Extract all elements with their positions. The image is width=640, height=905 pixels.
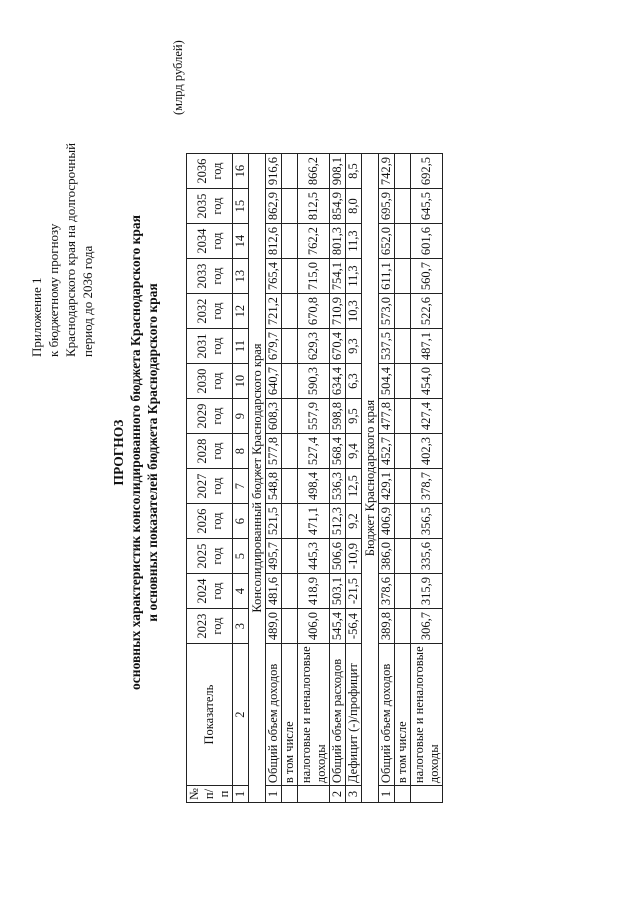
cell-value: 536,3: [330, 469, 346, 504]
column-number: 6: [233, 504, 249, 539]
column-number-row: [233, 154, 249, 803]
cell-value: 916,6: [266, 154, 282, 189]
cell-value: 590,3: [298, 364, 330, 399]
cell-value: 598,8: [330, 399, 346, 434]
cell-value: 692,5: [411, 154, 443, 189]
column-number: 16: [233, 154, 249, 189]
appendix-line: Краснодарского края на долгосрочный: [63, 142, 78, 357]
row-num: 1: [379, 786, 395, 803]
cell-value: [282, 504, 298, 539]
cell-value: [282, 154, 298, 189]
cell-value: 402,3: [411, 434, 443, 469]
cell-value: 545,4: [330, 609, 346, 644]
cell-value: 862,9: [266, 189, 282, 224]
cell-value: [282, 399, 298, 434]
cell-value: 521,5: [266, 504, 282, 539]
cell-value: 812,5: [298, 189, 330, 224]
cell-value: 754,1: [330, 259, 346, 294]
cell-value: [395, 364, 411, 399]
appendix-line: период до 2036 года: [80, 245, 95, 357]
cell-value: 9,4: [346, 434, 362, 469]
cell-value: 6,3: [346, 364, 362, 399]
section-row: [249, 154, 266, 803]
cell-value: 406,9: [379, 504, 395, 539]
column-number: 2: [233, 644, 249, 786]
cell-value: [395, 259, 411, 294]
column-number: 15: [233, 189, 249, 224]
header-year: 2023 год: [187, 609, 233, 644]
cell-value: 11,3: [346, 259, 362, 294]
section-title: Консолидированный бюджет Краснодарского края: [249, 154, 266, 803]
header-row: [187, 154, 233, 803]
cell-value: [282, 294, 298, 329]
header-year: 2025 год: [187, 539, 233, 574]
cell-value: 378,6: [379, 574, 395, 609]
cell-value: 812,6: [266, 224, 282, 259]
column-number: 13: [233, 259, 249, 294]
cell-value: 537,5: [379, 329, 395, 364]
cell-value: 356,5: [411, 504, 443, 539]
header-indicator: Показатель: [187, 644, 233, 786]
title-line-3: и основных показателей бюджета Краснодарского края: [145, 283, 160, 622]
column-number: 7: [233, 469, 249, 504]
cell-value: 389,8: [379, 609, 395, 644]
cell-value: [395, 294, 411, 329]
column-number: 12: [233, 294, 249, 329]
cell-value: 762,2: [298, 224, 330, 259]
cell-value: 9,3: [346, 329, 362, 364]
cell-value: [282, 434, 298, 469]
cell-value: 695,9: [379, 189, 395, 224]
cell-value: 670,4: [330, 329, 346, 364]
forecast-table: [186, 153, 443, 803]
column-number: 10: [233, 364, 249, 399]
cell-value: 742,9: [379, 154, 395, 189]
cell-value: 629,3: [298, 329, 330, 364]
cell-value: 489,0: [266, 609, 282, 644]
cell-value: -21,5: [346, 574, 362, 609]
section-title: Бюджет Краснодарского края: [362, 154, 379, 803]
cell-value: 471,1: [298, 504, 330, 539]
column-number: 14: [233, 224, 249, 259]
row-num: [298, 786, 330, 803]
row-label: в том числе: [282, 644, 298, 786]
cell-value: 652,0: [379, 224, 395, 259]
cell-value: 640,7: [266, 364, 282, 399]
cell-value: 721,2: [266, 294, 282, 329]
cell-value: 9,5: [346, 399, 362, 434]
cell-value: 548,8: [266, 469, 282, 504]
cell-value: 11,3: [346, 224, 362, 259]
table-row: [411, 154, 443, 803]
cell-value: 386,0: [379, 539, 395, 574]
appendix-line: Приложение 1: [29, 277, 44, 357]
column-number: 5: [233, 539, 249, 574]
column-number: 3: [233, 609, 249, 644]
cell-value: 577,8: [266, 434, 282, 469]
appendix-line: к бюджетному прогнозу: [46, 223, 61, 357]
cell-value: 378,7: [411, 469, 443, 504]
cell-value: [395, 189, 411, 224]
cell-value: [282, 539, 298, 574]
cell-value: 477,8: [379, 399, 395, 434]
section-row: [362, 154, 379, 803]
cell-value: [282, 609, 298, 644]
cell-value: 12,5: [346, 469, 362, 504]
cell-value: 452,7: [379, 434, 395, 469]
header-year: 2033 год: [187, 259, 233, 294]
cell-value: [395, 539, 411, 574]
cell-value: 10,3: [346, 294, 362, 329]
row-num: 2: [330, 786, 346, 803]
cell-value: 406,0: [298, 609, 330, 644]
cell-value: -10,9: [346, 539, 362, 574]
row-label: Дефицит (-)/профицит: [346, 644, 362, 786]
cell-value: [282, 364, 298, 399]
header-year: 2034 год: [187, 224, 233, 259]
cell-value: 495,7: [266, 539, 282, 574]
cell-value: 429,1: [379, 469, 395, 504]
cell-value: 503,1: [330, 574, 346, 609]
column-number: 1: [233, 786, 249, 803]
cell-value: 504,4: [379, 364, 395, 399]
cell-value: 487,1: [411, 329, 443, 364]
table-row: [282, 154, 298, 803]
cell-value: 498,4: [298, 469, 330, 504]
row-label: Общий объем доходов: [266, 644, 282, 786]
cell-value: 908,1: [330, 154, 346, 189]
cell-value: 454,0: [411, 364, 443, 399]
cell-value: [395, 154, 411, 189]
title-line-2: основных характеристик консолидированного бюджета Краснодарского края: [128, 215, 143, 690]
cell-value: 710,9: [330, 294, 346, 329]
cell-value: 512,3: [330, 504, 346, 539]
cell-value: 427,4: [411, 399, 443, 434]
cell-value: [282, 574, 298, 609]
cell-value: 527,4: [298, 434, 330, 469]
cell-value: 611,1: [379, 259, 395, 294]
cell-value: 8,0: [346, 189, 362, 224]
table-row: [379, 154, 395, 803]
cell-value: 506,6: [330, 539, 346, 574]
cell-value: 608,3: [266, 399, 282, 434]
header-year: 2035 год: [187, 189, 233, 224]
table-row: [395, 154, 411, 803]
cell-value: [282, 189, 298, 224]
cell-value: [282, 259, 298, 294]
column-number: 8: [233, 434, 249, 469]
header-year: 2031 год: [187, 329, 233, 364]
cell-value: 560,7: [411, 259, 443, 294]
header-year: 2030 год: [187, 364, 233, 399]
cell-value: 557,9: [298, 399, 330, 434]
cell-value: [395, 574, 411, 609]
cell-value: 801,3: [330, 224, 346, 259]
row-label: Общий объем доходов: [379, 644, 395, 786]
header-year: 2036 год: [187, 154, 233, 189]
row-label: Общий объем расходов: [330, 644, 346, 786]
cell-value: 679,7: [266, 329, 282, 364]
cell-value: 854,9: [330, 189, 346, 224]
table-body: [249, 154, 443, 803]
title-line-1: ПРОГНОЗ: [111, 419, 126, 486]
row-label: налоговые и неналоговые доходы: [411, 644, 443, 786]
cell-value: 445,3: [298, 539, 330, 574]
cell-value: [395, 224, 411, 259]
cell-value: [395, 399, 411, 434]
cell-value: [395, 434, 411, 469]
cell-value: [395, 329, 411, 364]
table-header: [187, 154, 249, 803]
appendix-note: [28, 143, 96, 357]
cell-value: 866,2: [298, 154, 330, 189]
header-year: 2027 год: [187, 469, 233, 504]
cell-value: [395, 469, 411, 504]
units-label: (млрд рублей): [171, 40, 185, 115]
cell-value: 634,4: [330, 364, 346, 399]
cell-value: [395, 609, 411, 644]
column-number: 11: [233, 329, 249, 364]
cell-value: 601,6: [411, 224, 443, 259]
header-year: 2026 год: [187, 504, 233, 539]
header-num: № п/п: [187, 786, 233, 803]
cell-value: [282, 224, 298, 259]
cell-value: 670,8: [298, 294, 330, 329]
cell-value: 306,7: [411, 609, 443, 644]
cell-value: 765,4: [266, 259, 282, 294]
row-num: [411, 786, 443, 803]
table-row: [298, 154, 330, 803]
row-num: 1: [266, 786, 282, 803]
column-number: 4: [233, 574, 249, 609]
header-year: 2024 год: [187, 574, 233, 609]
cell-value: 9,2: [346, 504, 362, 539]
cell-value: 335,6: [411, 539, 443, 574]
row-num: [395, 786, 411, 803]
cell-value: 8,5: [346, 154, 362, 189]
cell-value: [282, 329, 298, 364]
cell-value: 481,6: [266, 574, 282, 609]
row-num: [282, 786, 298, 803]
table-row: [330, 154, 346, 803]
header-year: 2029 год: [187, 399, 233, 434]
row-num: 3: [346, 786, 362, 803]
cell-value: 573,0: [379, 294, 395, 329]
cell-value: 418,9: [298, 574, 330, 609]
cell-value: 568,4: [330, 434, 346, 469]
cell-value: [282, 469, 298, 504]
cell-value: 715,0: [298, 259, 330, 294]
cell-value: 315,9: [411, 574, 443, 609]
cell-value: -56,4: [346, 609, 362, 644]
header-year: 2032 год: [187, 294, 233, 329]
cell-value: 522,6: [411, 294, 443, 329]
row-label: в том числе: [395, 644, 411, 786]
column-number: 9: [233, 399, 249, 434]
document-title: [110, 0, 161, 905]
cell-value: [395, 504, 411, 539]
header-year: 2028 год: [187, 434, 233, 469]
row-label: налоговые и неналоговые доходы: [298, 644, 330, 786]
table-row: [266, 154, 282, 803]
cell-value: 645,5: [411, 189, 443, 224]
table-row: [346, 154, 362, 803]
